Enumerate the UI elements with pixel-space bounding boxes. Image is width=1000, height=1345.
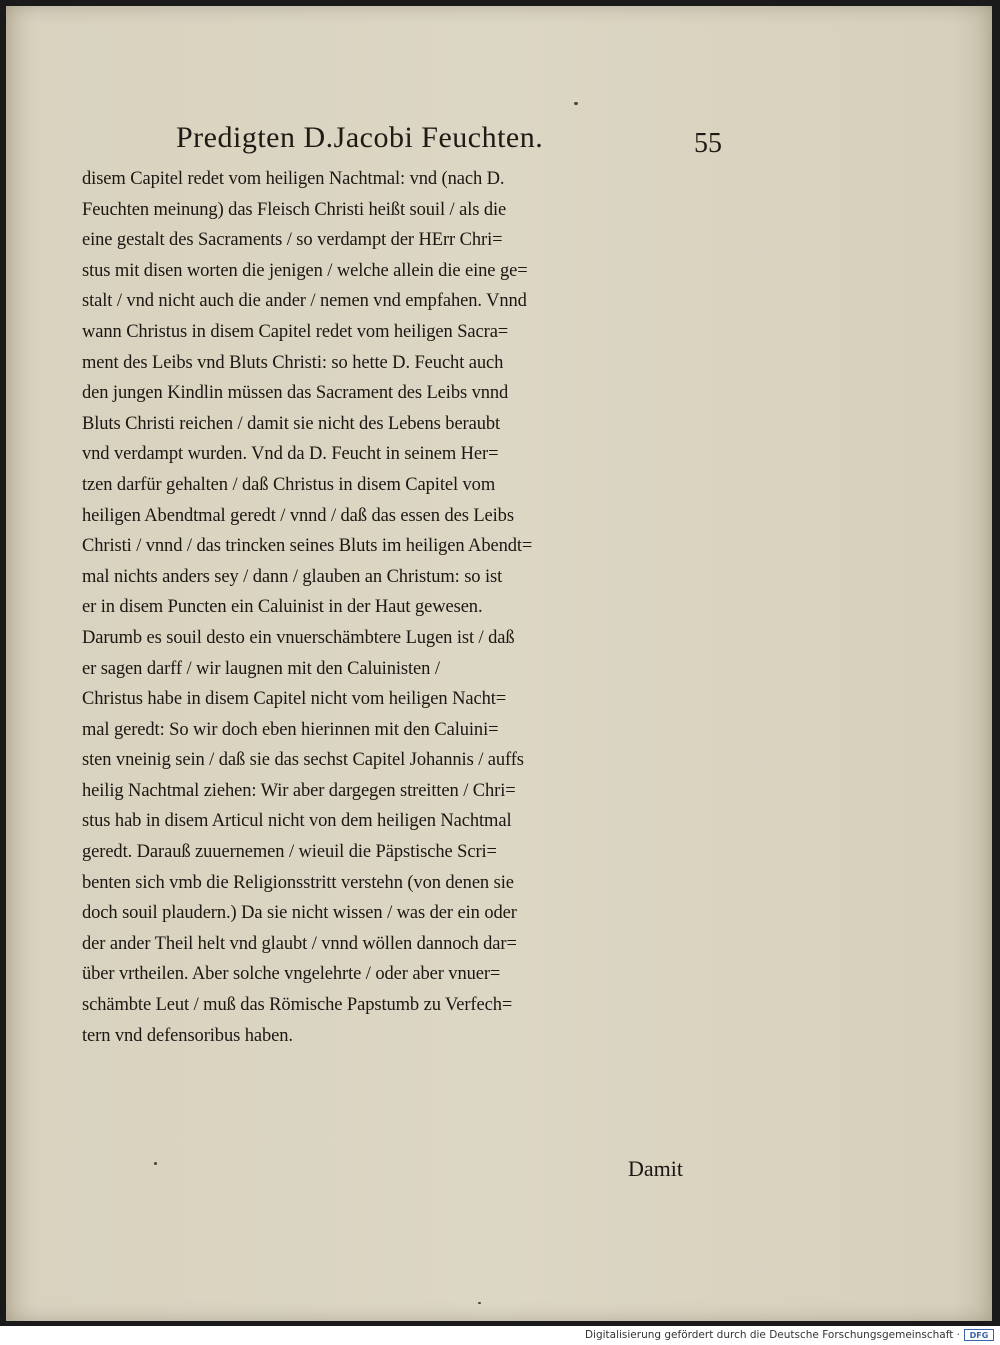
page-number: 55 <box>694 128 722 159</box>
text-line: über vrtheilen. Aber solche vngelehrte / oder aber vnuer= <box>82 964 501 985</box>
book-page <box>6 6 992 1321</box>
paper-speck <box>574 102 578 105</box>
text-line: Christi / vnnd / das trincken seines Bluts im heiligen Abendt= <box>82 536 533 557</box>
text-line: mal geredt: So wir doch eben hierinnen mit den Caluini= <box>82 719 499 740</box>
text-line: mal nichts anders sey / dann / glauben an Christum: so ist <box>82 566 503 587</box>
text-line: sten vneinig sein / daß sie das sechst Capitel Johannis / auffs <box>82 750 524 771</box>
text-line: tzen darfür gehalten / daß Christus in disem Capitel vom <box>82 474 496 495</box>
text-line: wann Christus in disem Capitel redet vom heiligen Sacra= <box>82 321 509 342</box>
text-line: den jungen Kindlin müssen das Sacrament des Leibs vnnd <box>82 383 509 404</box>
text-line: vnd verdampt wurden. Vnd da D. Feucht in seinem Her= <box>82 444 499 465</box>
text-line: er sagen darff / wir laugnen mit den Caluinisten / <box>82 658 440 679</box>
text-line: heiligen Abendtmal geredt / vnnd / daß das essen des Leibs <box>82 505 514 526</box>
text-line: er in disem Puncten ein Caluinist in der Haut gewesen. <box>82 597 483 618</box>
text-line: Christus habe in disem Capitel nicht vom heiligen Nacht= <box>82 689 507 710</box>
text-line: eine gestalt des Sacraments / so verdampt der HErr Chri= <box>82 230 503 251</box>
digitization-credit: Digitalisierung gefördert durch die Deutsche Forschungsgemeinschaft · <box>584 1329 960 1341</box>
catchword: Damit <box>628 1156 683 1181</box>
text-line: der ander Theil helt vnd glaubt / vnnd wöllen dannoch dar= <box>82 933 517 954</box>
text-line: disem Capitel redet vom heiligen Nachtmal: vnd (nach D. <box>82 169 505 189</box>
text-line: schämbte Leut / muß das Römische Papstumb zu Verfech= <box>82 995 513 1016</box>
text-line: stus hab in disem Articul nicht von dem heiligen Nachtmal <box>82 811 512 832</box>
text-line: tern vnd defensoribus haben. <box>82 1025 293 1046</box>
running-title: Predigten D.Jacobi Feuchten. <box>176 121 544 154</box>
text-line: Darumb es souil desto ein vnuerschämbtere Lugen ist / daß <box>82 627 515 648</box>
text-line: geredt. Darauß zuuernemen / wieuil die Päpstische Scri= <box>82 842 497 863</box>
body-text <box>82 164 722 1051</box>
text-line: ment des Leibs vnd Bluts Christi: so hette D. Feucht auch <box>82 352 504 373</box>
page-header <box>176 118 736 162</box>
dfg-logo[interactable]: DFG <box>964 1329 994 1341</box>
text-line: Bluts Christi reichen / damit sie nicht des Lebens beraubt <box>82 413 501 434</box>
text-line: doch souil plaudern.) Da sie nicht wissen / was der ein oder <box>82 903 517 924</box>
text-line: benten sich vmb die Religionsstritt verstehn (von denen sie <box>82 872 514 893</box>
text-line: heilig Nachtmal ziehen: Wir aber dargegen streitten / Chri= <box>82 780 516 801</box>
paper-speck <box>154 1162 157 1165</box>
text-line: stus mit disen worten die jenigen / welche allein die eine ge= <box>82 260 528 281</box>
text-line: Feuchten meinung) das Fleisch Christi heißt souil / als die <box>82 199 507 220</box>
text-line: stalt / vnd nicht auch die ander / nemen vnd empfahen. Vnnd <box>82 291 527 312</box>
paper-speck <box>478 1302 481 1304</box>
